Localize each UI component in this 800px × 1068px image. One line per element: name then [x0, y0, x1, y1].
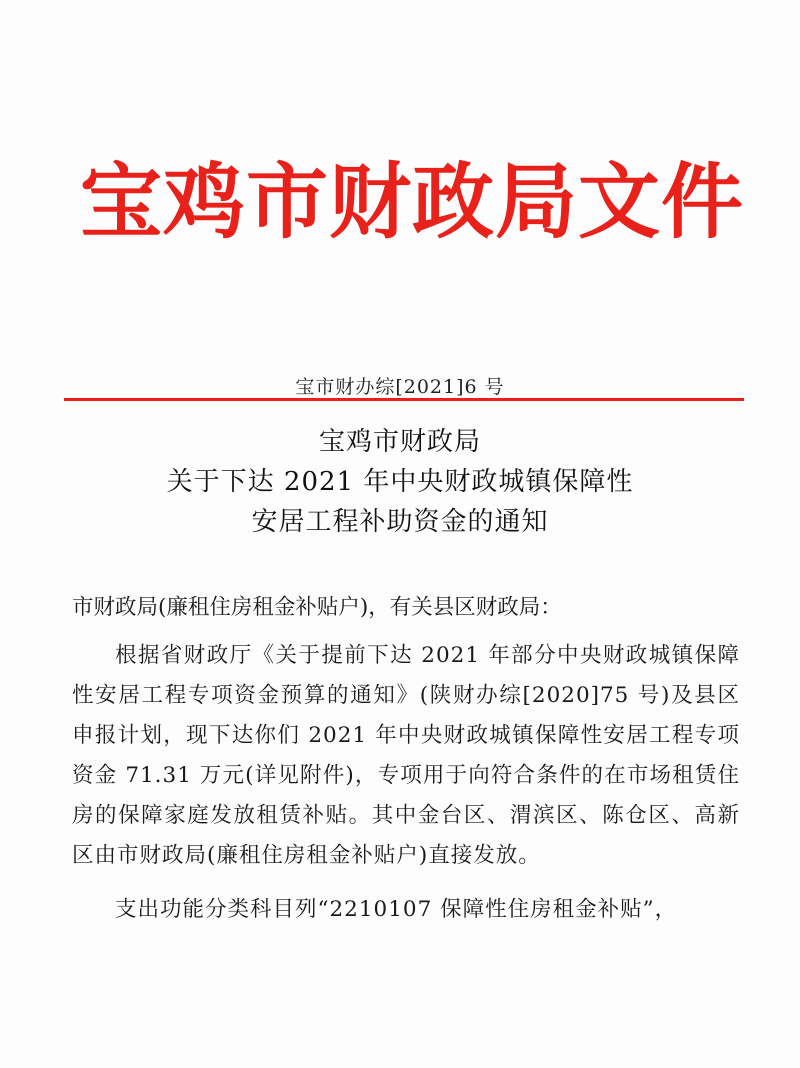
scan-edge-mark: [0, 488, 6, 544]
document-title: [0, 422, 800, 542]
document-body: [72, 588, 740, 930]
body-paragraph: 支出功能分类科目列“2210107 保障性住房租金补贴”，: [115, 897, 678, 922]
title-line-subject-cont: 安居工程补助资金的通知: [251, 507, 549, 537]
title-line-issuer: 宝鸡市财政局: [318, 427, 481, 457]
masthead-title: 宝鸡市财政局文件: [80, 155, 745, 250]
red-separator-rule: [64, 398, 744, 401]
title-line-subject: 关于下达 2021 年中央财政城镇保障性: [166, 467, 634, 497]
body-paragraph: 根据省财政厅《关于提前下达 2021 年部分中央财政城镇保障性安居工程专项资金预算的通知》(陕财办综[2020]75 号)及县区申报计划，现下达你们 2021 年中央财政城镇保障性安居工程专项资金 71.31 万元(详见附件)，专项用于向符合条件的在市场租赁住房的保障家庭发放租赁补贴。其中金台区、渭滨区、陈仓区、高新区由市财政局(廉租住房租金补贴户)直接发放。: [72, 643, 740, 868]
salutation: 市财政局(廉租住房租金补贴户)，有关县区财政局：: [72, 595, 562, 620]
document-number: 宝市财办综[2021]6 号: [295, 376, 505, 398]
